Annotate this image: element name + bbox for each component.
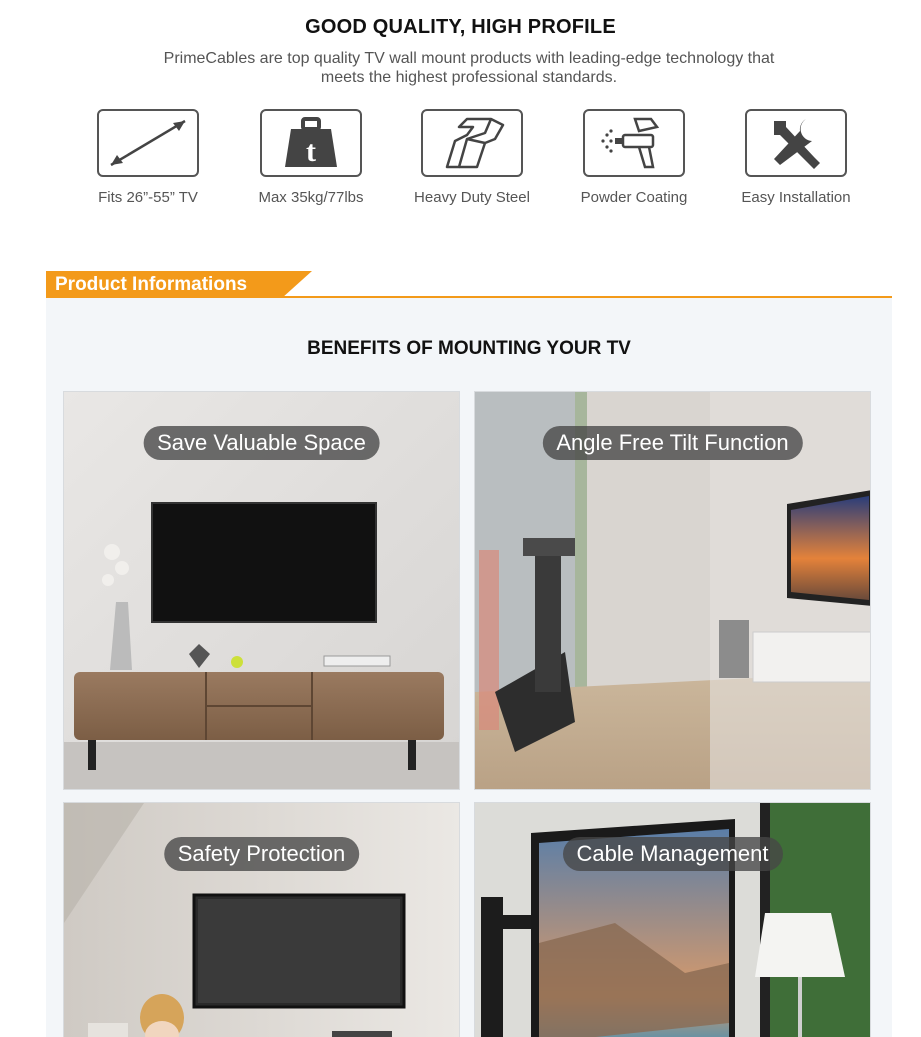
feature-label: Fits 26”-55” TV [98, 189, 198, 206]
feature-screen-size [68, 109, 228, 206]
benefit-card-space [63, 391, 460, 790]
tools-icon [745, 109, 847, 177]
hero-subtitle: PrimeCables are top quality TV wall mount products with leading-edge technology that meets the highest professional standards. [163, 50, 775, 86]
feature-label: Powder Coating [580, 189, 688, 206]
weight-glyph: t [306, 135, 316, 168]
steel-beam-icon [421, 109, 523, 177]
card-label: Cable Management [562, 837, 782, 871]
card-label: Angle Free Tilt Function [542, 426, 802, 460]
diagonal-arrow-icon [97, 109, 199, 177]
feature-installation [716, 109, 876, 206]
weight-icon [260, 109, 362, 177]
card-label: Safety Protection [164, 837, 360, 871]
feature-label: Heavy Duty Steel [414, 189, 530, 206]
section-tab: Product Informations [46, 271, 282, 298]
feature-max-load [231, 109, 391, 206]
benefits-title: BENEFITS OF MOUNTING YOUR TV [307, 338, 631, 359]
benefit-card-cables [474, 802, 871, 1037]
section-header [46, 270, 892, 298]
spray-gun-icon [583, 109, 685, 177]
feature-row [0, 109, 921, 219]
benefits-panel [46, 298, 892, 1037]
card-label: Save Valuable Space [143, 426, 380, 460]
benefit-card-tilt [474, 391, 871, 790]
feature-steel [392, 109, 552, 206]
hero-title: GOOD QUALITY, HIGH PROFILE [305, 16, 616, 38]
section-tab-tail [282, 271, 312, 298]
feature-coating [554, 109, 714, 206]
benefit-card-safety [63, 802, 460, 1037]
feature-label: Max 35kg/77lbs [258, 189, 364, 206]
feature-label: Easy Installation [741, 189, 851, 206]
